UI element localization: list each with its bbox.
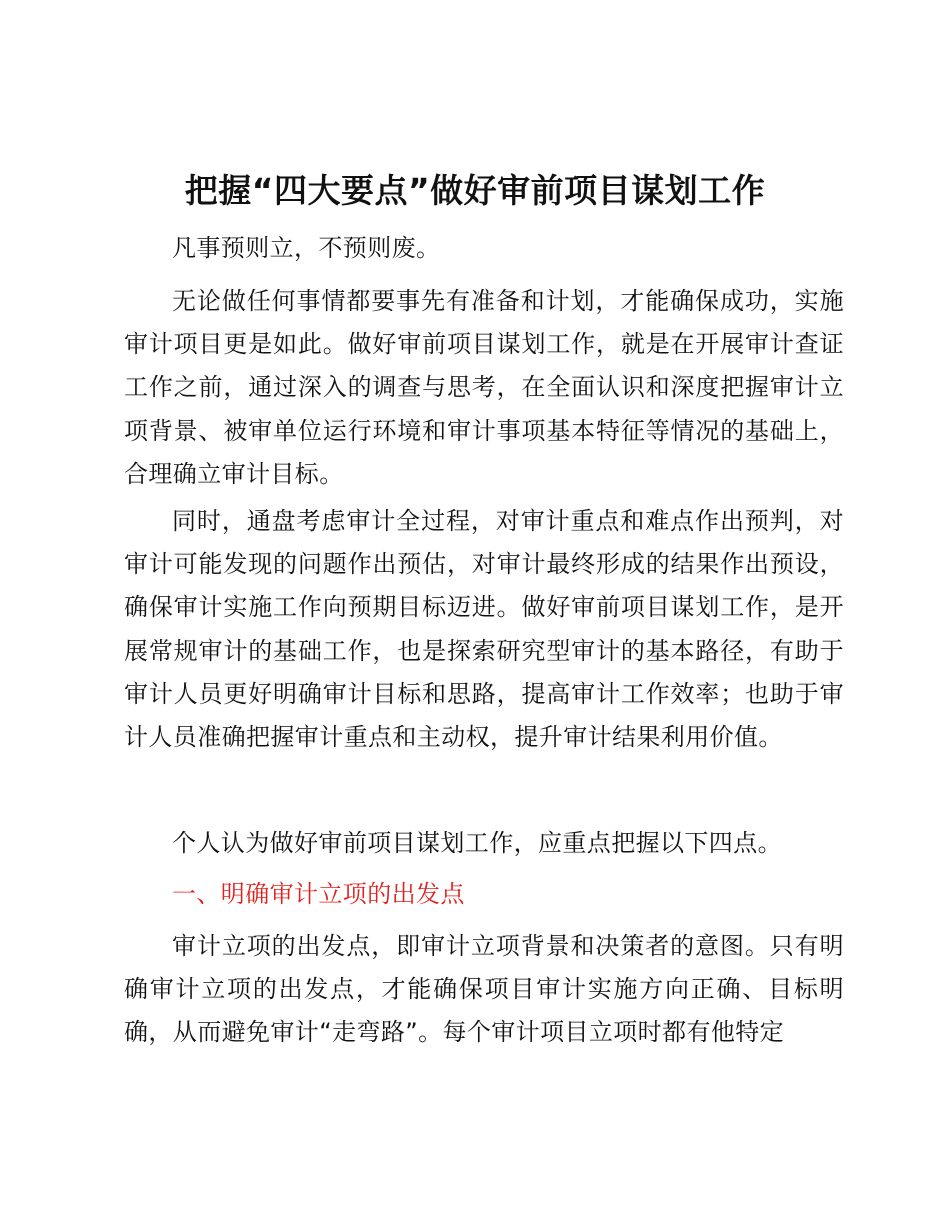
paragraph-2: 无论做任何事情都要事先有准备和计划，才能确保成功，实施审计项目更是如此。做好审前项目谋划工作，就是在开展审计查证工作之前，通过深入的调查与思考，在全面认识和深度把握审计立项背景、被审单位运行环境和审计事项基本特征等情况的基础上，合理确立审计目标。: [124, 287, 844, 488]
document-title: 把握“四大要点”做好审前项目谋划工作: [184, 171, 766, 210]
section-heading: 一、明确审计立项的出发点: [172, 880, 465, 908]
section-paragraph: 审计立项的出发点，即审计立项背景和决策者的意图。只有明确审计立项的出发点，才能确保项目审计实施方向正确、目标明确，从而避免审计“走弯路”。每个审计项目立项时都有他特定: [124, 932, 844, 1047]
paragraph-1: 凡事预则立，不预则废。: [172, 234, 441, 262]
paragraph-4: 个人认为做好审前项目谋划工作，应重点把握以下四点。: [172, 829, 782, 857]
paragraph-3: 同时，通盘考虑审计全过程，对审计重点和难点作出预判，对审计可能发现的问题作出预估，对审计最终形成的结果作出预设，确保审计实施工作向预期目标迈进。做好审前项目谋划工作，是开展常规审计的基础工作，也是探索研究型审计的基本路径，有助于审计人员更好明确审计目标和思路，提高审计工作效率；也助于审计人员准确把握审计重点和主动权，提升审计结果利用价值。: [124, 507, 844, 752]
